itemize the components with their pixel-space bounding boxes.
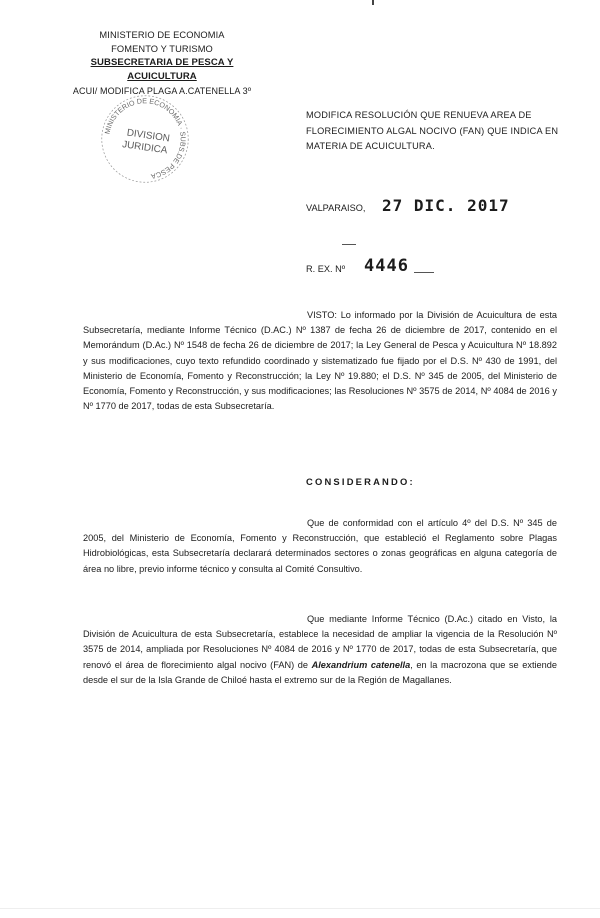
rex-label: R. EX. Nº [306, 264, 346, 274]
considerando-paragraph-1: Que de conformidad con el artículo 4º del D.S. Nº 345 de 2005, del Ministerio de Economía, Fomento y Reconstrucción, que estableció el Reglamento sobre Plagas Hidrobiológicas, esta Subsecretaría declarará determinados sectores o zonas geográficas en alguna categoría de área no libre, previo informe técnico y consulta al Comité Consultivo. [83, 518, 557, 574]
stamp-line1: DIVISION [126, 127, 171, 145]
resolution-summary: MODIFICA RESOLUCIÓN QUE RENUEVA AREA DE FLORECIMIENTO ALGAL NOCIVO (FAN) QUE INDICA EN MATERIA DE ACUICULTURA. [306, 110, 559, 151]
scan-mark [372, 0, 374, 5]
considerando-heading: CONSIDERANDO: [306, 476, 415, 487]
rex-dash [342, 244, 356, 245]
visto-paragraph: VISTO: Lo informado por la División de Acuicultura de esta Subsecretaría, mediante Informe Técnico (D.AC.) Nº 1387 de fecha 26 de diciembre de 2017, contenido en el Memorándum (D.Ac.) Nº 1548 de fecha 26 de diciembre de 2017; la Ley General de Pesca y Acuicultura Nº 18.892 y sus modificaciones, cuyo texto refundido coordinado y sistematizado fue fijado por el D.S. Nº 430 de 1991, del Ministerio de Economía, Fomento y Reconstrucción; la Ley Nº 19.880; el D.S. Nº 345 de 2005, del Ministerio de Economía, Fomento y Reconstrucción, y sus modificaciones; las Resoluciones Nº 3575 de 2014, Nº 4084 de 2016 y Nº 1770 de 2017, todas de esta Subsecretaría. [83, 310, 557, 412]
place-date [306, 196, 566, 220]
header-reference: ACUI/ MODIFICA PLAGA A.CATENELLA 3º [72, 86, 252, 96]
resolution-date: 27 DIC. 2017 [382, 196, 510, 215]
considerando-2-text-b: , en la macrozona que se extiende desde el sur de la Isla Grande de Chiloé hasta el extremo sur de la Región de Magallanes. [83, 659, 557, 685]
species-name: Alexandrium catenella [311, 659, 411, 670]
header-subsecretaria: SUBSECRETARIA DE PESCA Y ACUICULTURA [90, 57, 234, 82]
division-juridica-stamp [98, 92, 192, 186]
rex-underline [414, 272, 434, 273]
stamp-ring-text: MINISTERIO DE ECONOMIA · SUBS.DE PESCA [103, 97, 187, 181]
stamp-line2: JURIDICA [121, 139, 168, 157]
place: VALPARAISO, [306, 203, 366, 213]
considerando-2-text-a: Que mediante Informe Técnico (D.Ac.) citado en Visto, la División de Acuicultura de esta Subsecretaría, establece la necesidad de ampliar la vigencia de la Resolución Nº 3575 de 2014, ampliada por Resoluciones Nº 4084 de 2016 y Nº 1770 de 2017, todas de esta Subsecretaría, que renovó el área de florecimiento algal nocivo (FAN) de [83, 614, 557, 670]
considerando-paragraph-2 [83, 612, 557, 688]
page-bottom-edge [0, 908, 600, 909]
resolution-number-block [306, 238, 566, 278]
header-department: FOMENTO Y TURISMO [111, 44, 213, 54]
issuer-header [62, 28, 262, 98]
resolution-number: 4446 [364, 256, 409, 276]
header-ministry: MINISTERIO DE ECONOMIA [99, 30, 225, 40]
